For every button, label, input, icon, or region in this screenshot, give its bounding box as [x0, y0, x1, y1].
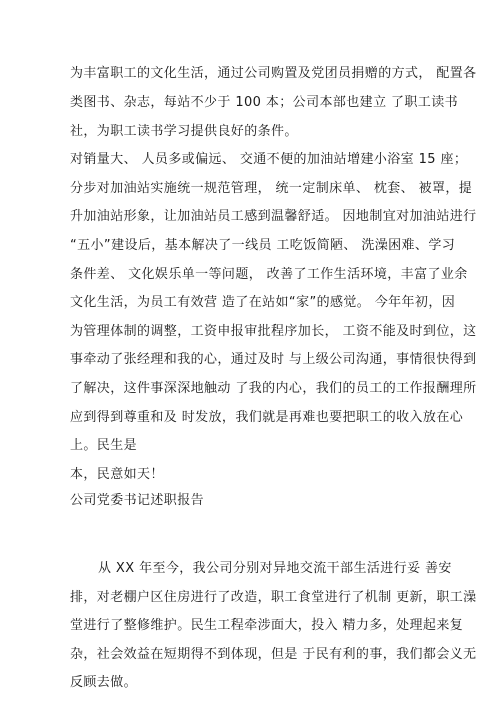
text-line: 为丰富职工的文化生活，通过公司购置及党团员捐赠的方式， 配置各 [70, 66, 477, 81]
text-line: 堂进行了整修维护。民生工程牵涉面大，投入 精力多，处理起来复 [70, 618, 464, 633]
text-line: 从 XX 年至今，我公司分别对异地交流干部生活进行妥 善安 [98, 561, 452, 576]
text-line: 本，民意如天！ [70, 467, 164, 482]
text-line: 升加油站形象，让加油站员工感到温馨舒适。 因地制宜对加油站进行 [70, 209, 477, 224]
text-line: 了解决，这件事深深地触动 了我的内心，我们的员工的工作报酬理所 [70, 381, 477, 396]
text-line: 对销量大、 人员多或偏远、 交通不便的加油站增建小浴室 15 座； [70, 152, 468, 167]
text-line: 事牵动了张经理和我的心，通过及时 与上级公司沟通，事情很快得到 [70, 352, 477, 367]
text-line: 社，为职工读书学习提供良好的条件。 [70, 124, 298, 139]
text-line: 排，对老棚户区住房进行了改造，职工食堂进行了机制 更新，职工澡 [70, 590, 477, 605]
text-line: 上。民生是 [70, 438, 138, 453]
text-line: 类图书、杂志，每站不少于 100 本；公司本部也建立 了职工读书 [70, 95, 459, 110]
text-line: 反顾去做。 [70, 675, 138, 690]
text-line: “五小”建设后，基本解决了一线员 工吃饭简陋、 洗澡困难、学习 [70, 238, 456, 253]
text-line: 应到得到尊重和及 时发放，我们就是再难也要把职工的收入放在心 [70, 410, 464, 425]
section-heading: 公司党委书记述职报告 [70, 493, 205, 508]
text-line: 条件差、 文化娱乐单一等问题， 改善了工作生活环境，丰富了业余 [70, 267, 468, 282]
text-line: 文化生活，为员工有效营 造了在站如“家”的感觉。 今年年初，因 [70, 295, 456, 310]
text-line: 杂，社会效益在短期得不到体现，但是 于民有利的事，我们都会义无 [70, 647, 477, 662]
text-line: 分步对加油站实施统一规范管理， 统一定制床单、 枕套、 被罩，提 [70, 181, 473, 196]
text-line: 为管理体制的调整，工资申报审批程序加长， 工资不能及时到位，这 [70, 324, 477, 339]
